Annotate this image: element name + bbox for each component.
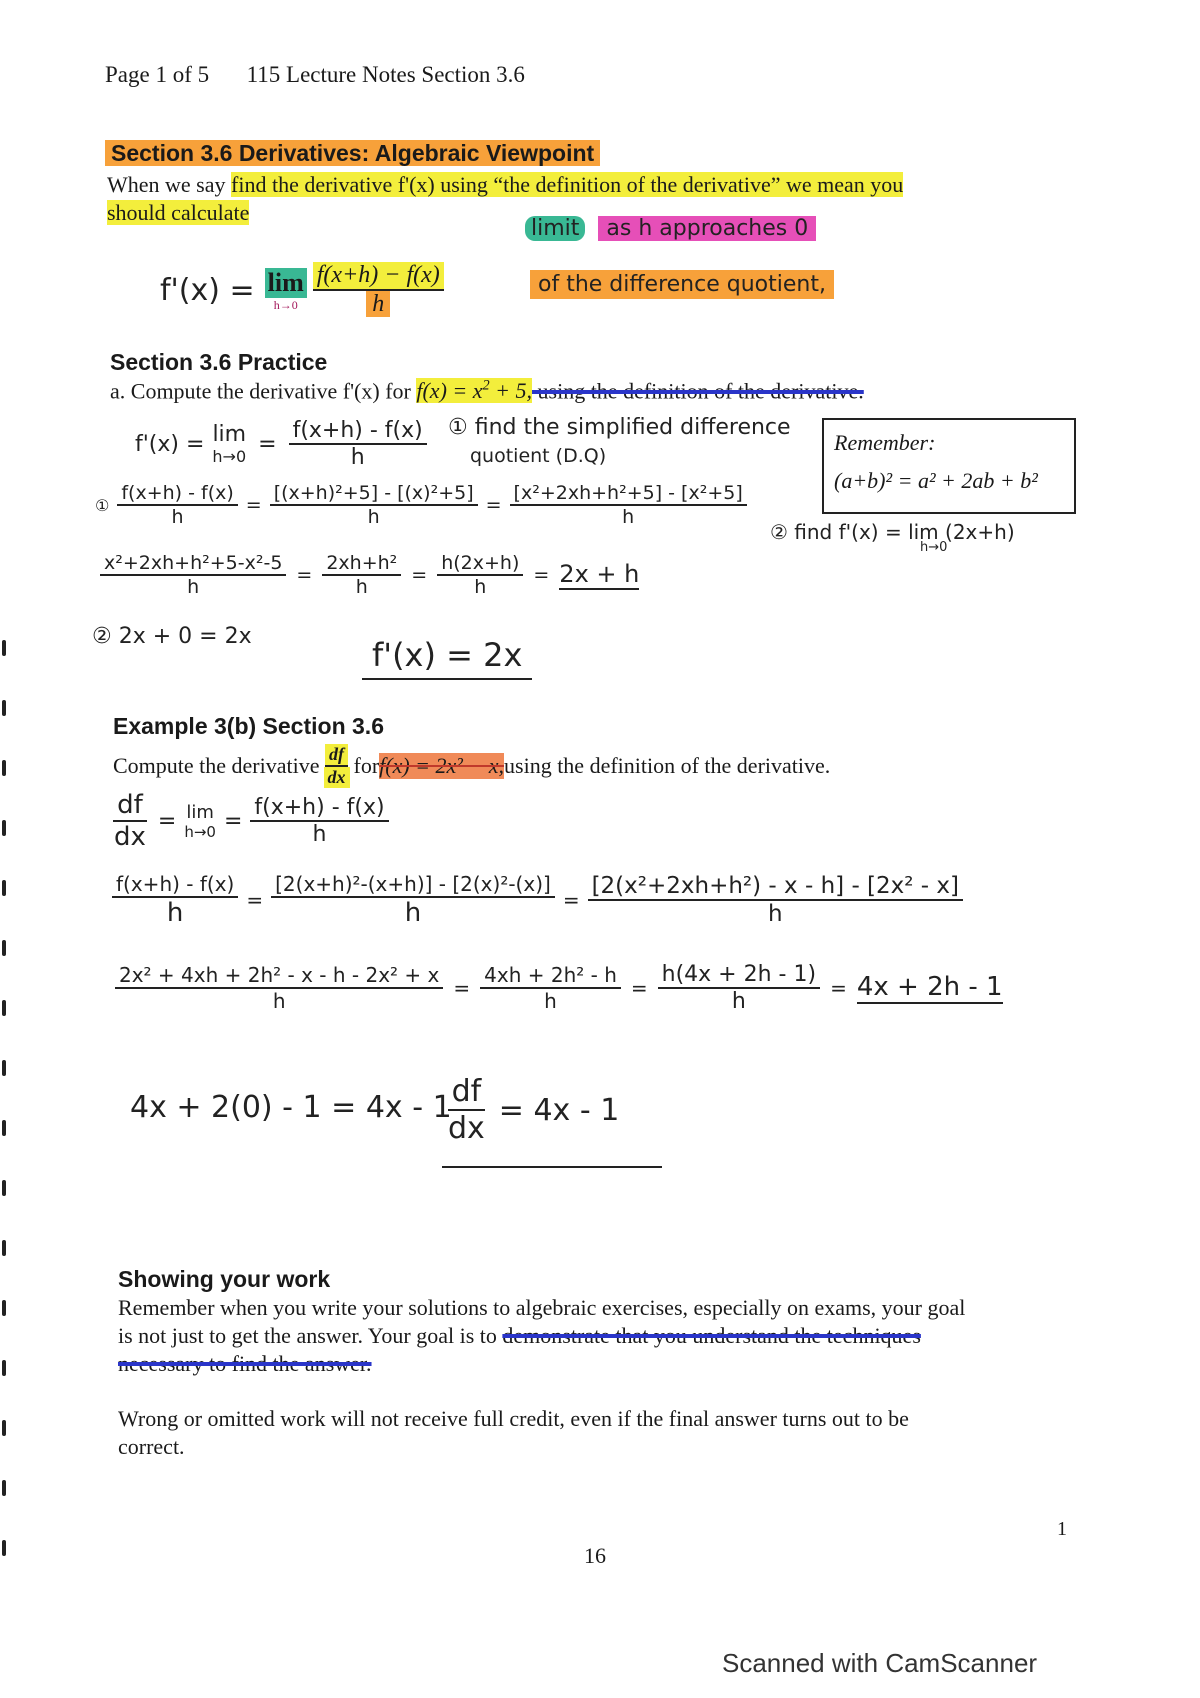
page-header xyxy=(105,62,525,88)
example-answer-underline xyxy=(442,1166,662,1168)
example-step-line3: $\frac{\text{2x² + 4xh + 2h² - x - h - 2x² + x}}{h}$ = $\frac{\text{4xh + 2h² - h}}{h}$ = $\frac{h(4x + 2h - 1)}{h}$ = 4x + 2h - 1 xyxy=(115,962,1003,1014)
example-step-line2: $\frac{f(x+h) - f(x)}{h}$ = $\frac{\text{[2(x+h)²-(x+h)] - [2(x)²-(x)]}}{h}$ = $\frac{\text{[2(x²+2xh+h²) - x - h] - [2x² - x]}}{h}$ xyxy=(112,872,963,928)
page-indicator: Page 1 of 5 xyxy=(105,62,210,87)
page-number: 16 xyxy=(584,1543,606,1568)
remember-box xyxy=(822,418,1076,514)
practice-answer: f'(x) = 2x xyxy=(362,636,532,674)
example-answer: $\frac{df}{dx}$ = 4x - 1 xyxy=(448,1074,620,1146)
example-def-line: $\frac{df}{dx}$ = lim h→0 = $\frac{f(x+h) - f(x)}{h}$ xyxy=(110,790,389,852)
example-dq-result: 4x + 2h - 1 xyxy=(856,972,1003,1002)
showing-paragraph-2: Wrong or omitted work will not receive full credit, even if the final answer turns out to be correct. xyxy=(118,1406,909,1459)
practice-dq-result: 2x + h xyxy=(559,560,640,588)
remember-label: Remember: xyxy=(834,430,936,455)
practice-question: a. Compute the derivative f'(x) for $f(x) = x^2 + 5$, using the definition of the derivative. xyxy=(110,378,864,404)
intro-paragraph: When we say find the derivative f'(x) using “the definition of the derivative” we mean you should calculate xyxy=(107,172,904,225)
section-title: Section 3.6 Derivatives: Algebraic Viewpoint xyxy=(105,140,600,167)
practice-step1-line1: ① $\frac{f(x+h) - f(x)}{h}$ = $\frac{\text{[(x+h)²+5] - [(x)²+5]}}{h}$ = $\frac{\text{[x²+2xh+h²+5] - [x²+5]}}{h}$ xyxy=(95,482,747,528)
small-page-number: 1 xyxy=(1057,1518,1067,1540)
showing-title: Showing your work xyxy=(118,1266,331,1292)
lim-label: lim xyxy=(265,268,307,298)
practice-step2-line: ② 2x + 0 = 2x xyxy=(92,624,252,649)
step1-note: ① find the simplified difference quotient (D.Q) xyxy=(448,415,791,467)
difference-quotient: $\frac{f(x+h) - f(x)}{h}$ xyxy=(313,262,444,318)
remember-formula: (a+b)² = a² + 2ab + b² xyxy=(834,468,1038,493)
showing-paragraph-1: Remember when you write your solutions to algebraic exercises, especially on exams, your goal is not just to get the answer. Your goal is to demonstrate that you understand the techniques necessary to find the answer. xyxy=(118,1295,966,1376)
example-question: Compute the derivative $\frac{df}{dx}$ for f(x) = 2x² − x, using the definition of the derivative. xyxy=(113,744,831,787)
example-title: Example 3(b) Section 3.6 xyxy=(113,713,384,739)
example-eval-line: 4x + 2(0) - 1 = 4x - 1 xyxy=(130,1090,452,1125)
scanner-watermark: Scanned with CamScanner xyxy=(722,1648,1038,1678)
step2-note: ② find f'(x) = lim (2x+h) h→0 xyxy=(770,520,1015,555)
practice-title: Section 3.6 Practice xyxy=(110,349,328,375)
practice-step1-line2: $\frac{\text{x²+2xh+h²+5-x²-5}}{h}$ = $\frac{\text{2xh+h²}}{h}$ = $\frac{h(2x+h)}{h}$ = 2x + h xyxy=(100,552,639,598)
note-limit-approaches: limit as h approaches 0 xyxy=(525,216,816,241)
definition-formula: f'(x) = lim h→0 $\frac{f(x+h) - f(x)}{h}$ xyxy=(160,262,444,318)
practice-def-line: f'(x) = lim h→0 = $\frac{f(x+h) - f(x)}{h}$ xyxy=(135,418,427,470)
course-title: 115 Lecture Notes Section 3.6 xyxy=(246,62,525,87)
margin-marks xyxy=(2,640,10,1620)
note-difference-quotient: of the difference quotient, xyxy=(530,272,834,297)
